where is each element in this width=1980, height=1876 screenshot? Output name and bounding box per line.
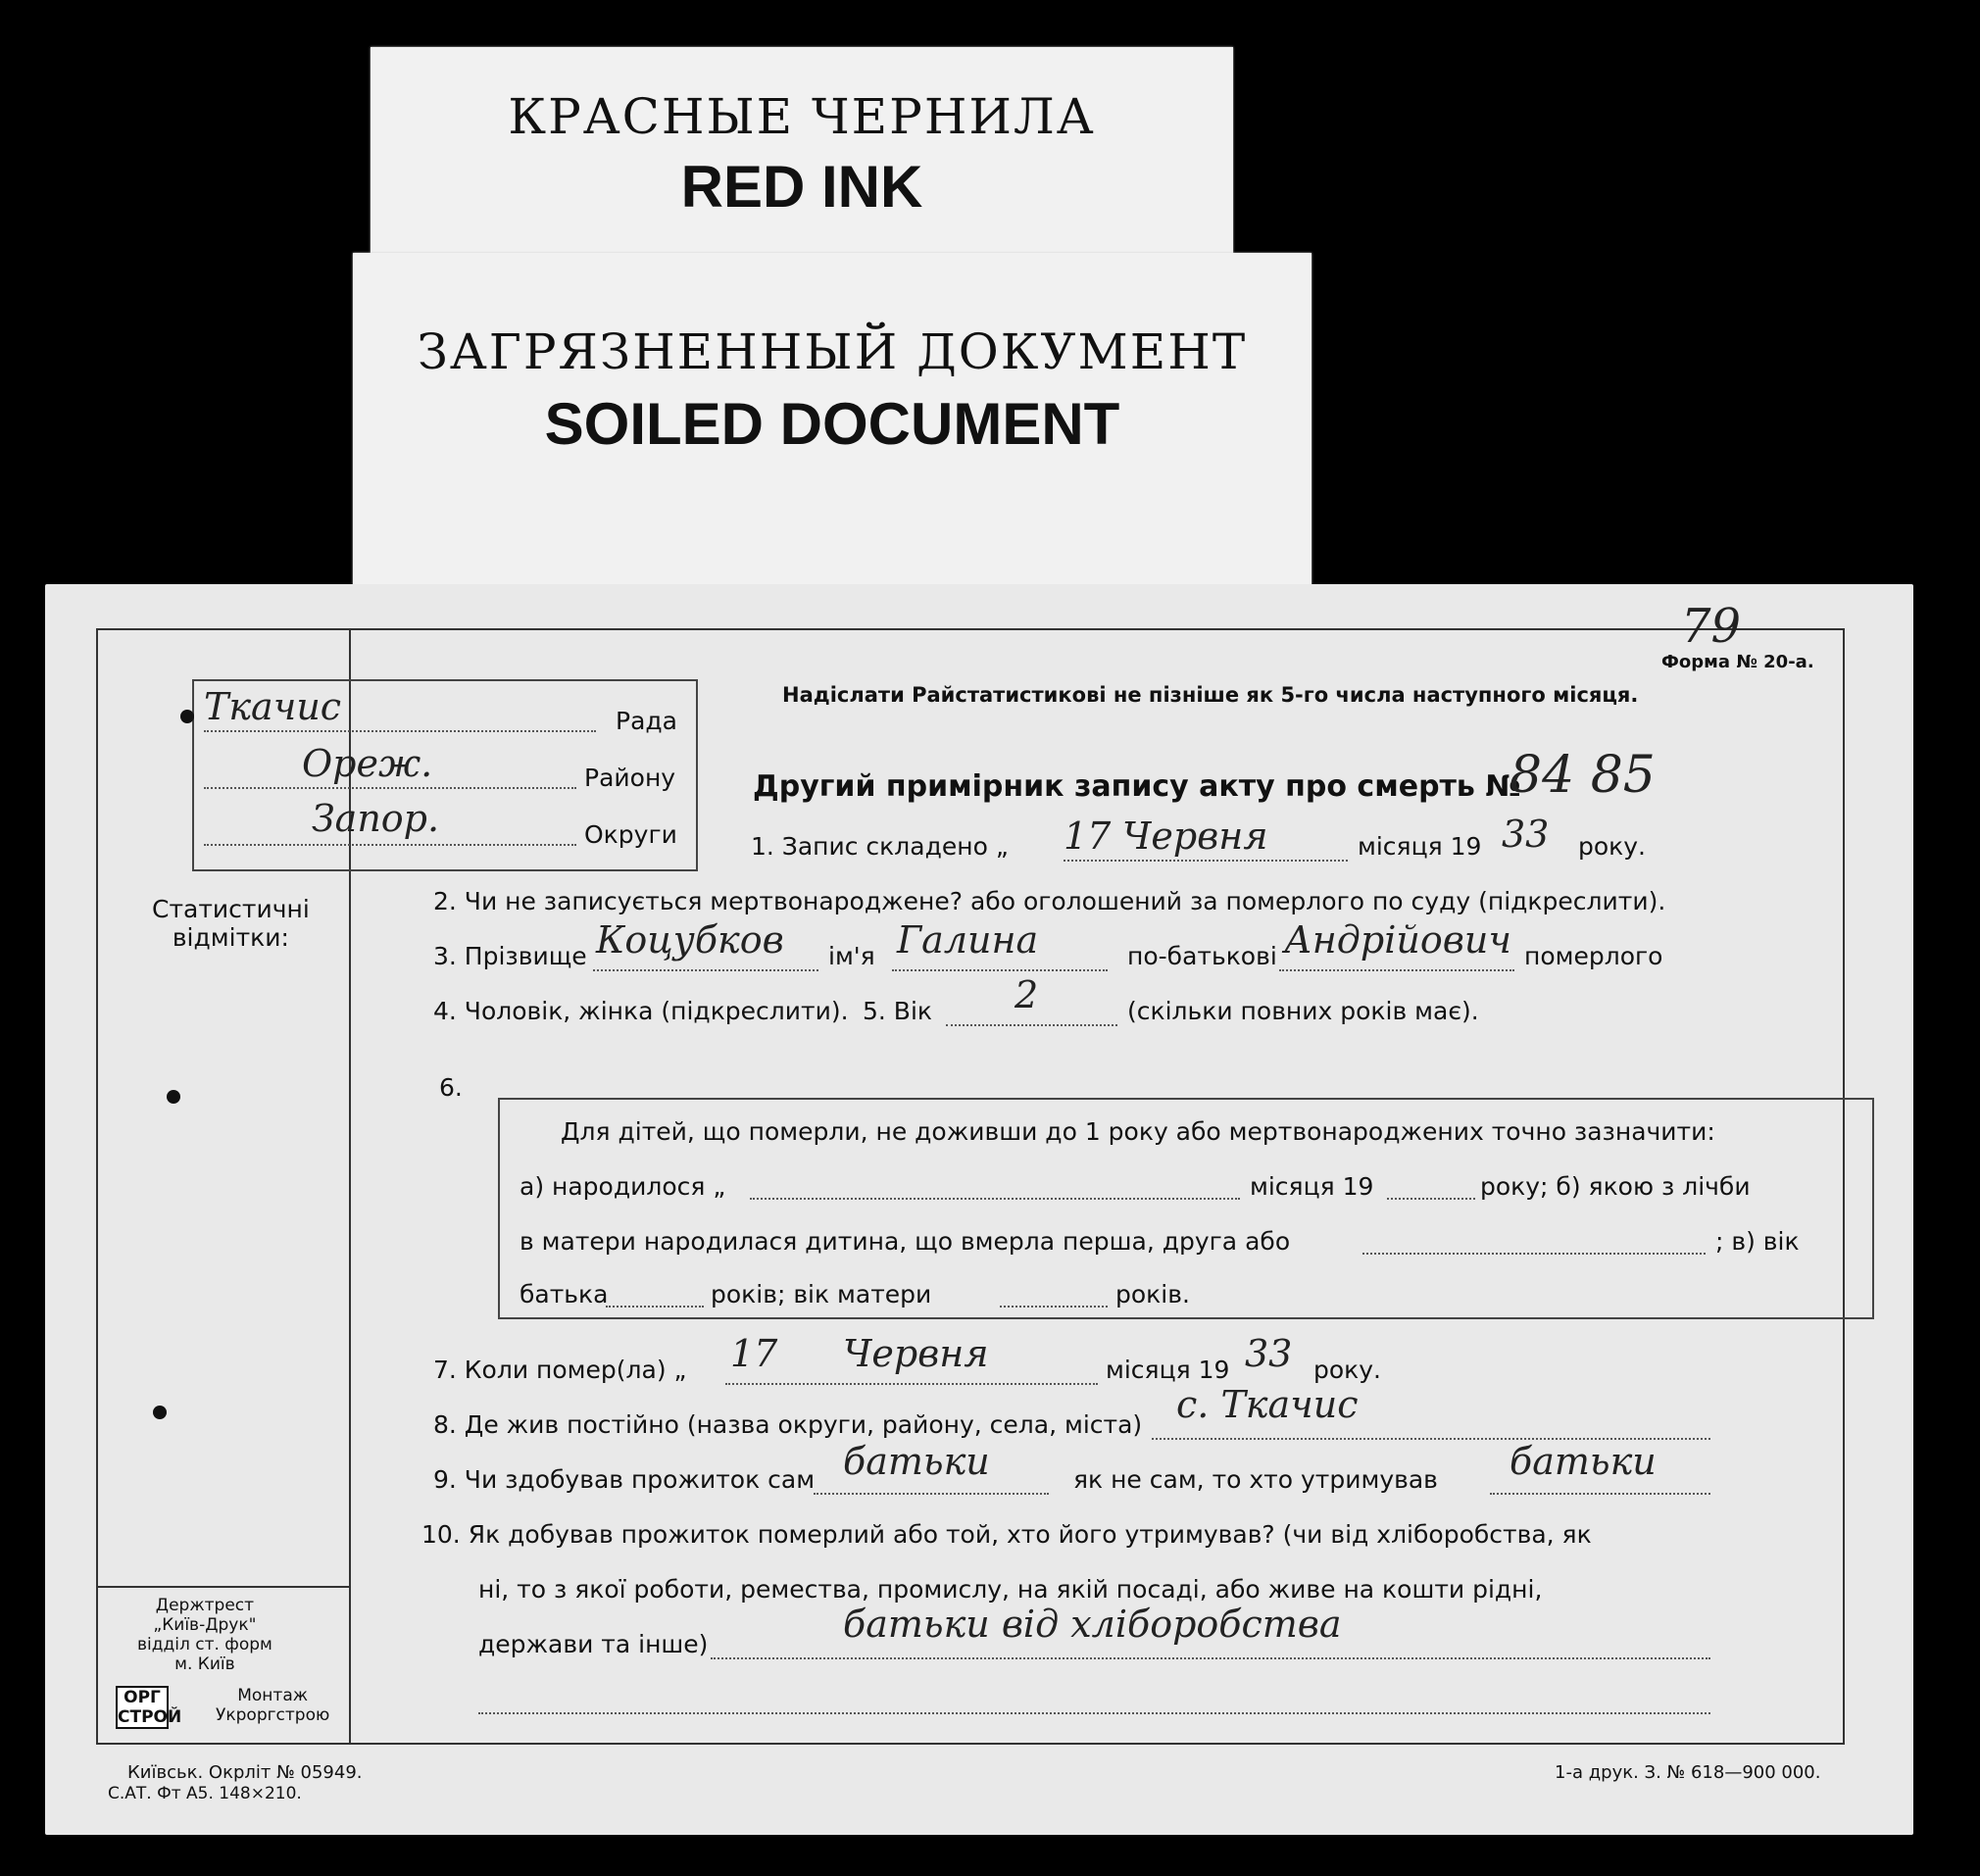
rayon-line: [204, 787, 576, 789]
page-number: 79: [1681, 599, 1742, 654]
line4-age: 2: [1015, 973, 1039, 1016]
line1-suffix: року.: [1578, 832, 1647, 861]
line7-suffix: року.: [1313, 1356, 1382, 1384]
stat-marks-label: Статистичні відмітки:: [152, 895, 310, 952]
line9-mid: як не сам, то хто утримував: [1073, 1465, 1438, 1494]
line6-a-suffix: року; б) якою з лічби: [1480, 1172, 1751, 1201]
red-ink-ru-text: КРАСНЫЕ ЧЕРНИЛА: [508, 88, 1096, 145]
binder-hole: [153, 1406, 167, 1419]
line4-age-suffix: (скільки повних років має).: [1127, 997, 1479, 1025]
line1-prefix: 1. Запис складено „: [751, 832, 1009, 861]
line10-l1: 10. Як добував прожиток померлий або той, хто його утримував? (чи від хліборобства, як: [421, 1520, 1592, 1549]
line10-line1: [711, 1657, 1710, 1659]
soiled-ru-text: ЗАГРЯЗНЕННЫЙ ДОКУМЕНТ: [417, 323, 1248, 380]
okruh-line: [204, 844, 576, 846]
line6-a-line: [750, 1198, 1240, 1200]
line3-patronymic: Андрійович: [1284, 918, 1511, 962]
line7-prefix: 7. Коли помер(ла) „: [433, 1356, 687, 1384]
address-box: [192, 679, 698, 871]
line7-day: 17: [730, 1332, 778, 1375]
montazh-text: Монтаж Укроргстрою: [216, 1686, 330, 1725]
line3-name-label: ім'я: [828, 942, 875, 970]
line3-suffix: померлого: [1524, 942, 1663, 970]
red-ink-label-card: [371, 47, 1233, 263]
footer-left: Київськ. Окрліт № 05949.: [127, 1762, 363, 1783]
line2-text: 2. Чи не записується мертвонароджене? або оголошений за померлого по суду (підкреслити).: [433, 887, 1666, 915]
binder-hole: [167, 1090, 180, 1104]
line1-date-line: [1064, 860, 1348, 862]
form-number: Форма № 20-а.: [1661, 652, 1814, 672]
line6-c-years2: років.: [1115, 1280, 1190, 1308]
line6-b-suffix: ; в) вік: [1715, 1227, 1800, 1256]
line10-line2: [478, 1712, 1710, 1714]
form-title: Другий примірник запису акту про смерть №: [753, 769, 1521, 804]
line3-surname: Коцубков: [596, 918, 784, 962]
footer-right: 1-а друк. З. № 618—900 000.: [1555, 1762, 1821, 1783]
line9-value1: батьки: [843, 1440, 990, 1483]
line3-patronymic-line: [1279, 969, 1514, 971]
line7-month: Червня: [843, 1332, 989, 1375]
line9-line1: [814, 1493, 1049, 1495]
line8-value: с. Ткачис: [1176, 1383, 1359, 1426]
line10-value: батьки від хліборобства: [843, 1603, 1342, 1646]
soiled-document-label-card: [353, 253, 1312, 586]
line4-age-line: [946, 1024, 1117, 1026]
line10-l3: держави та інше): [478, 1630, 709, 1658]
line3-patronymic-label: по-батькові: [1127, 942, 1277, 970]
rayon-label: Району: [584, 764, 676, 792]
line9-value2: батьки: [1510, 1440, 1657, 1483]
record-number: 84 85: [1510, 746, 1656, 805]
line3-name-line: [892, 969, 1108, 971]
format-text: С.АТ. Фт А5. 148×210.: [108, 1784, 302, 1803]
line6-c-father: батька: [520, 1280, 609, 1308]
line1-month-word: місяця 19: [1358, 832, 1482, 861]
line1-month: Червня: [1122, 815, 1268, 858]
line9-label: 9. Чи здобував прожиток сам: [433, 1465, 816, 1494]
orgstroy-logo: ОРГ СТРОЙ: [118, 1688, 182, 1727]
red-ink-en-text: RED INK: [680, 154, 923, 220]
line7-year: 33: [1245, 1332, 1293, 1375]
line6-number: 6.: [439, 1073, 463, 1102]
line1-day: 17: [1064, 815, 1112, 858]
death-record-form: [45, 584, 1913, 1835]
line7-mid: місяця 19: [1106, 1356, 1230, 1384]
line3-surname-line: [593, 969, 818, 971]
line8-label: 8. Де жив постійно (назва округи, району, села, міста): [433, 1410, 1143, 1439]
line4-label: 4. Чоловік, жінка (підкреслити).: [433, 997, 849, 1025]
line6-b-line: в матери народилася дитина, що вмерла перша, друга або: [520, 1227, 1291, 1256]
line6-c-mother-line: [1000, 1306, 1108, 1308]
line6-c-father-line: [606, 1306, 704, 1308]
line9-line2: [1490, 1493, 1710, 1495]
rada-label: Рада: [616, 707, 678, 735]
rayon-value: Ореж.: [302, 742, 433, 785]
send-notice: Надіслати Райстатистикові не пізніше як 5-го числа наступного місяця.: [782, 683, 1639, 707]
okruh-value: Запор.: [312, 797, 440, 840]
line6-a-mid: місяця 19: [1250, 1172, 1374, 1201]
line6-b-blank: [1362, 1253, 1706, 1255]
soiled-en-text: SOILED DOCUMENT: [544, 391, 1120, 457]
line10-l2: ні, то з якої роботи, ремества, промислу, на якій посаді, або живе на кошти рідні,: [478, 1575, 1543, 1604]
printer-trust-text: Держтрест „Київ-Друк" відділ ст. форм м. Київ: [137, 1596, 272, 1674]
child-details-box: [498, 1098, 1874, 1319]
line6-c-years1: років; вік матери: [711, 1280, 932, 1308]
line3-name: Галина: [897, 918, 1039, 962]
rada-value: Ткачис: [204, 685, 342, 728]
line6-a-year-line: [1387, 1198, 1475, 1200]
line4-age-label: 5. Вік: [863, 997, 932, 1025]
line6-a-prefix: а) народилося „: [520, 1172, 726, 1201]
okruh-label: Округи: [584, 820, 677, 849]
line1-year: 33: [1502, 813, 1550, 856]
line7-date-line: [725, 1383, 1098, 1385]
line3-surname-label: 3. Прізвище: [433, 942, 587, 970]
line6-intro: Для дітей, що померли, не доживши до 1 року або мертвонароджених точно зазначити:: [561, 1117, 1715, 1146]
rada-line: [204, 730, 596, 732]
binder-hole: [180, 710, 194, 723]
